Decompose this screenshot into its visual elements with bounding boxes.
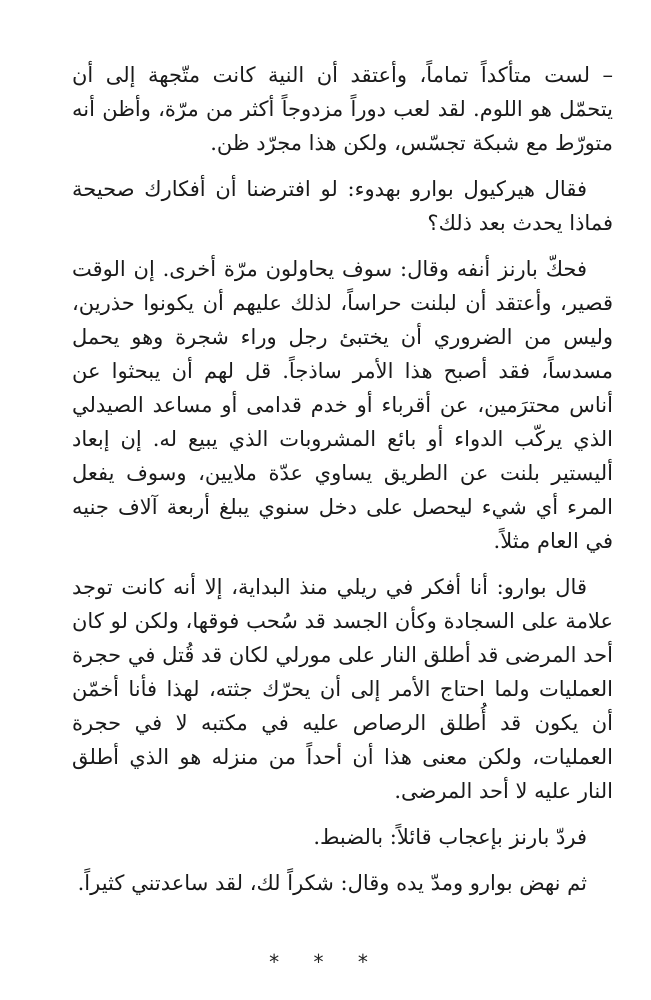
paragraph-5: فردّ بارنز بإعجاب قائلاً: بالضبط. — [313, 825, 587, 849]
paragraph-4: قال بوارو: أنا أفكر في ريلي منذ البداية، إلا أنه كانت توجد علامة على السجادة وكأن الجسد قد سُحب فوقها، ولكن لو كان أحد المرضى قد أطلق النار على مورلي لكان قد قُتل في حجرة العمليات ولما احتاج الأمر إلى أن يحرّك جثته، لهذا فأنا أخمّن أن يكون قد أُطلق الرصاص عليه في مكتبه لا في حجرة العمليات، ولكن معنى هذا أن أحداً من منزله هو الذي أطلق النار عليه لا أحد المرضى. — [72, 575, 613, 803]
paragraph-6: ثم نهض بوارو ومدّ يده وقال: شكراً لك، لقد ساعدتني كثيراً. — [77, 871, 587, 895]
section-break-ornament: * * * — [269, 950, 382, 974]
paragraph-1: – لست متأكداً تماماً، وأعتقد أن النية كانت متّجهة إلى أن يتحمّل هو اللوم. لقد لعب دوراً مزدوجاً أكثر من مرّة، وأظن أنه متورّط مع شبكة تجسّس، ولكن هذا مجرّد ظن. — [72, 63, 613, 155]
paragraph-3: فحكّ بارنز أنفه وقال: سوف يحاولون مرّة أخرى. إن الوقت قصير، وأعتقد أن لبلنت حراساً، لذلك عليهم أن يكونوا حذرين، وليس من الضروري أن يختبئ رجل وراء شجرة وهو يحمل مسدساً، فقد أصبح هذا الأمر ساذجاً. قل لهم أن يبحثوا عن أناس محترَمين، عن أقرباء أو خدم قدامى أو مساعد الصيدلي الذي يركّب الدواء أو بائع المشروبات الذي يبيع له. إن إبعاد أليستير بلنت عن الطريق يساوي عدّة ملايين، وسوف يفعل المرء أي شيء ليحصل على دخل سنوي يبلغ أربعة آلاف جنيه في العام مثلاً. — [72, 257, 614, 553]
paragraph-2: فقال هيركيول بوارو بهدوء: لو افترضنا أن أفكارك صحيحة فماذا يحدث بعد ذلك؟ — [72, 177, 613, 235]
